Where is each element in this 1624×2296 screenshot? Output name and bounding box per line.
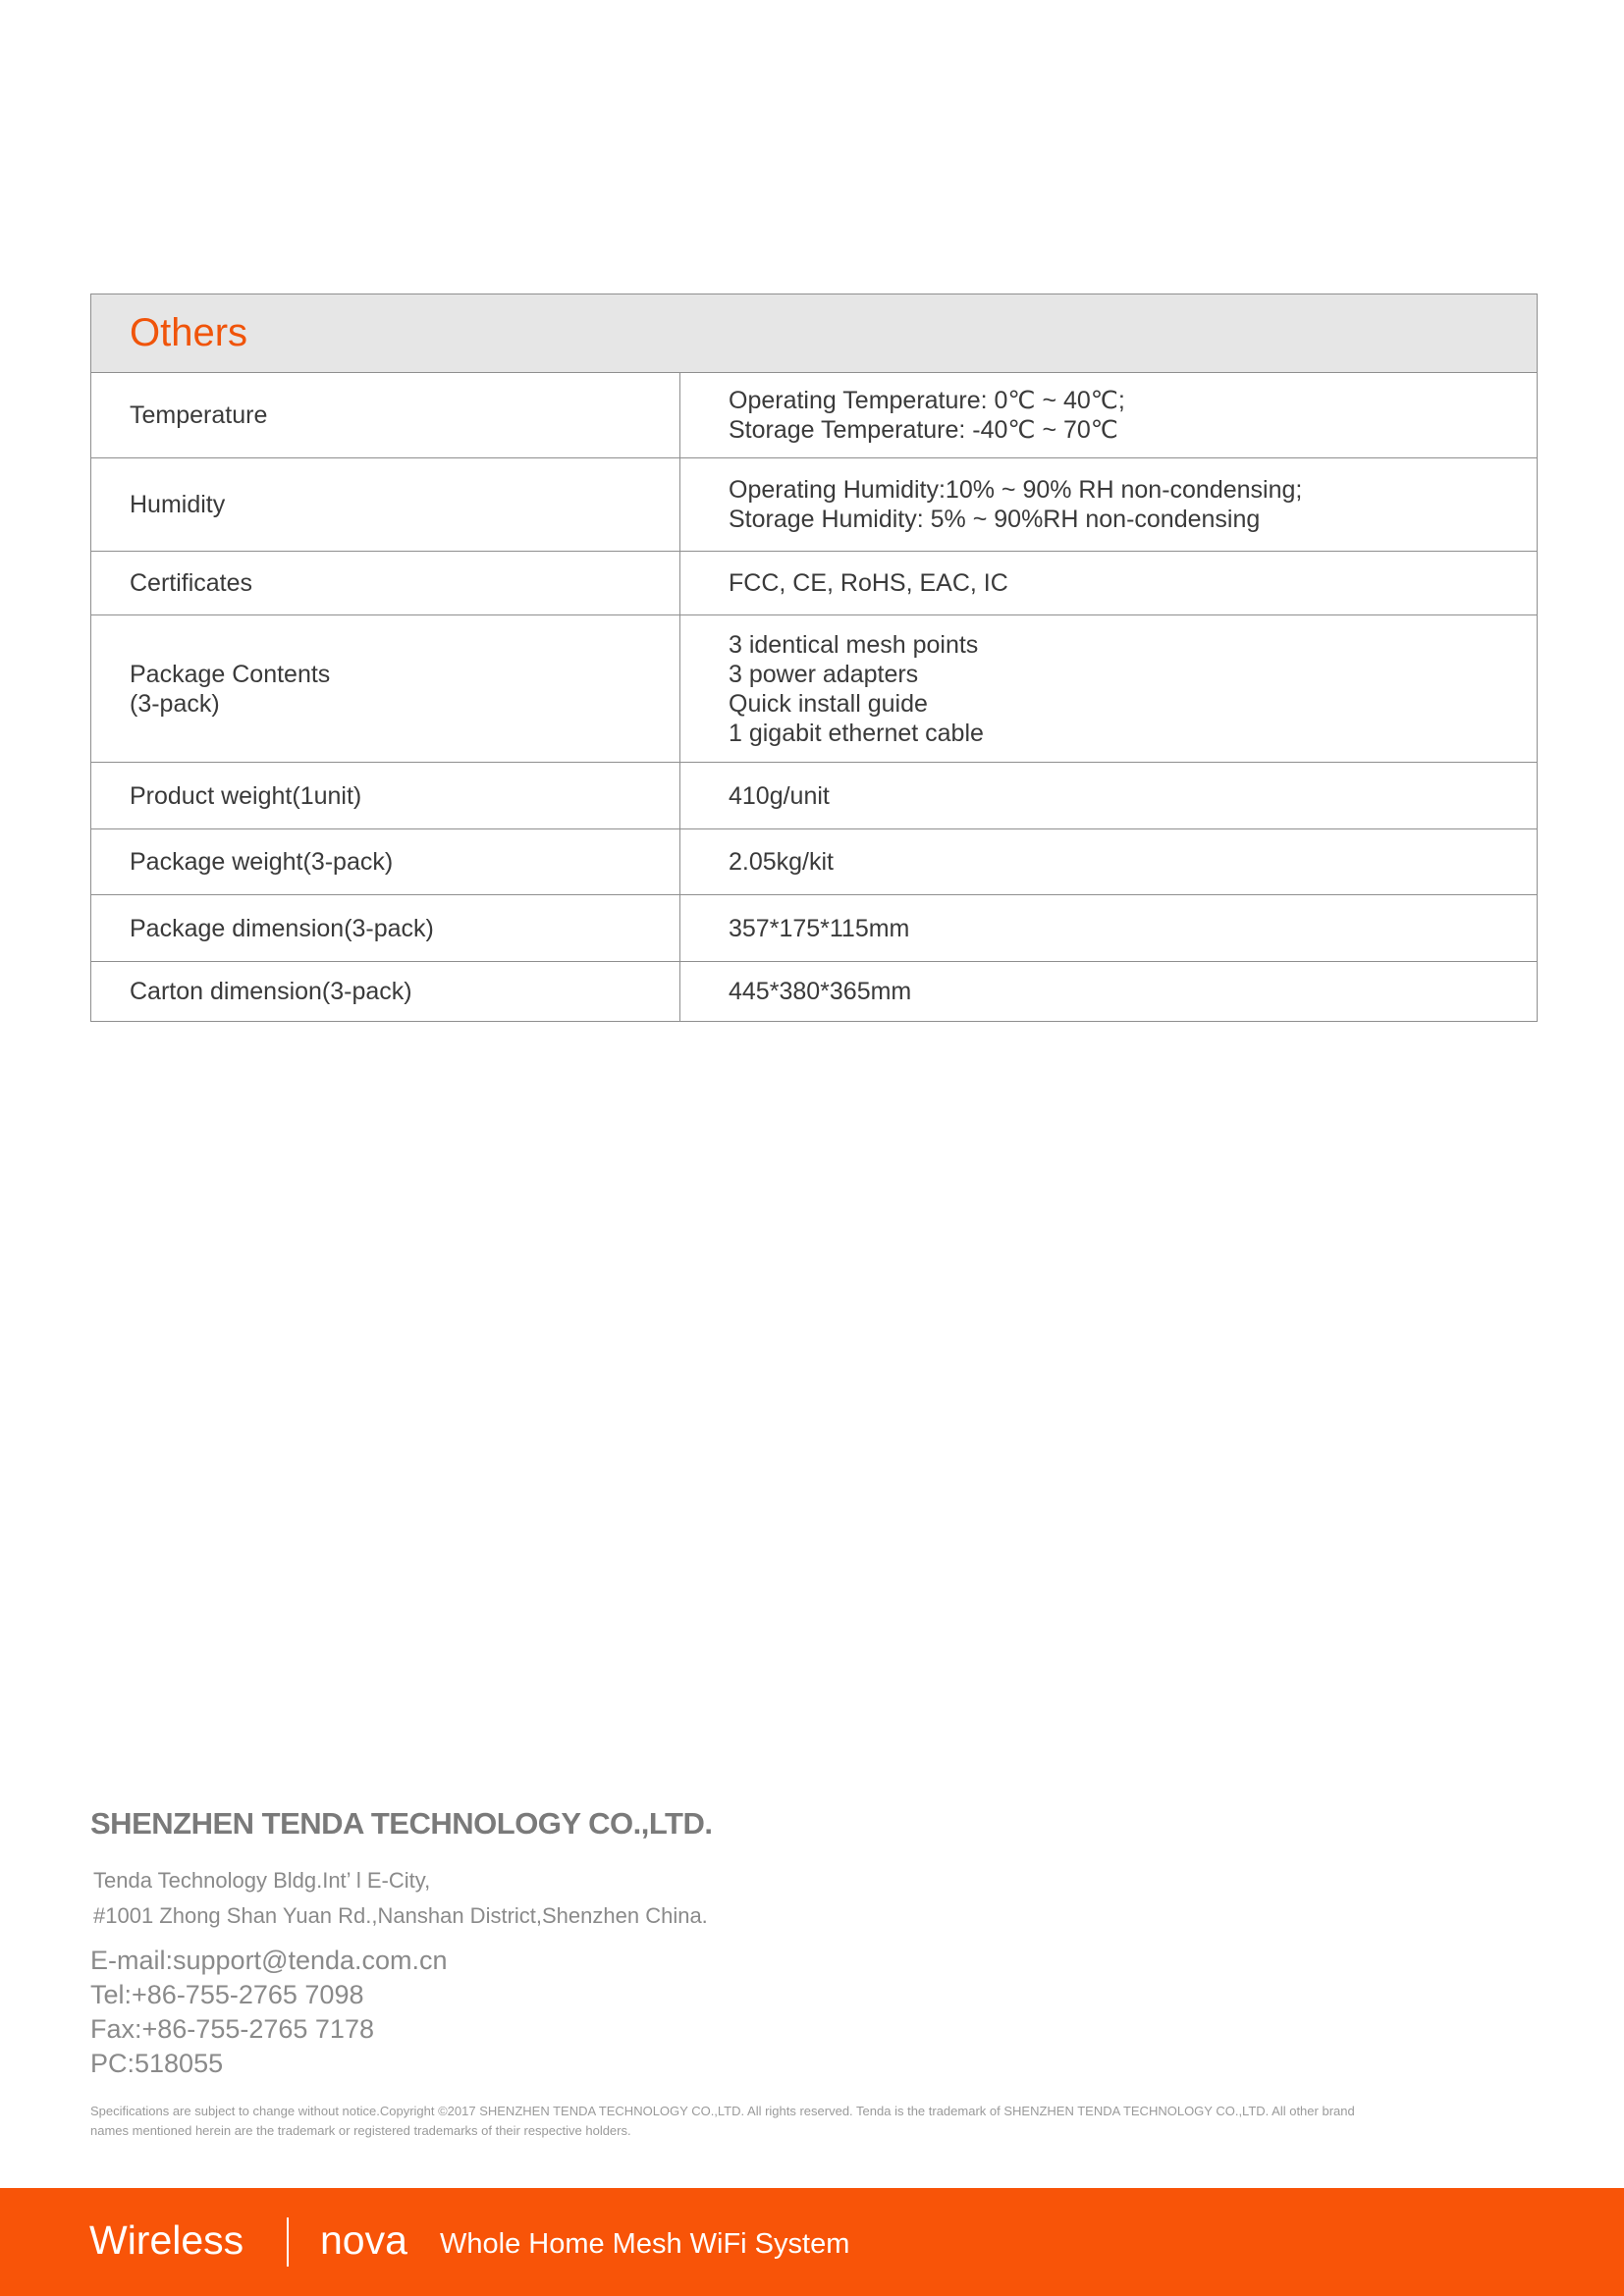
postcode-text: PC:518055: [90, 2049, 224, 2078]
row-value: [680, 373, 1537, 457]
table-row: [91, 962, 1537, 1021]
row-value: [680, 763, 1537, 828]
contact-info: [90, 1944, 448, 2081]
value-line: 445*380*365mm: [729, 978, 912, 1005]
value-line: 2.05kg/kit: [729, 848, 835, 876]
value-line: Quick install guide: [729, 689, 928, 718]
company-address: [93, 1863, 708, 1934]
row-value: [680, 615, 1537, 762]
value-line: 357*175*115mm: [729, 914, 910, 942]
table-row: [91, 552, 1537, 615]
value-line: 3 identical mesh points: [729, 630, 979, 659]
row-label: Package Contents (3-pack): [91, 615, 680, 762]
company-name: SHENZHEN TENDA TECHNOLOGY CO.,LTD.: [90, 1806, 713, 1841]
address-line: #1001 Zhong Shan Yuan Rd.,Nanshan District,Shenzhen China.: [93, 1903, 708, 1928]
table-row: [91, 373, 1537, 458]
footer-tagline: Whole Home Mesh WiFi System: [440, 2228, 850, 2260]
footer-brand: Wireless: [89, 2217, 244, 2263]
row-value: [680, 895, 1537, 961]
address-line: Tenda Technology Bldg.Int’ l E-City,: [93, 1868, 431, 1893]
disclaimer: Specifications are subject to change without notice.Copyright ©2017 SHENZHEN TENDA TECHNOLOGY CO.,LTD. All rights reserved. Tenda is the trademark of SHENZHEN TENDA TECHNOLOGY CO.,LTD. All other brand names mentioned herein are the trademark or registered trademarks of their respective holders.: [90, 2104, 1355, 2138]
value-line: 3 power adapters: [729, 660, 919, 688]
fax-text: Fax:+86-755-2765 7178: [90, 2014, 374, 2044]
table-row: [91, 829, 1537, 895]
row-label: Product weight(1unit): [91, 763, 680, 828]
section-title: Others: [130, 311, 248, 354]
specs-header: [91, 294, 1537, 373]
table-row: [91, 615, 1537, 763]
email-text: E-mail:support@tenda.com.cn: [90, 1946, 448, 1975]
row-value: [680, 552, 1537, 614]
value-line: 1 gigabit ethernet cable: [729, 719, 984, 747]
table-row: [91, 763, 1537, 829]
row-label: Carton dimension(3-pack): [91, 962, 680, 1021]
value-line: Operating Temperature: 0℃ ~ 40℃;: [729, 387, 1125, 414]
row-label: Package dimension(3-pack): [91, 895, 680, 961]
row-label: Temperature: [91, 373, 680, 457]
value-line: Storage Humidity: 5% ~ 90%RH non-condensing: [729, 506, 1261, 533]
footer-divider: [287, 2217, 289, 2267]
footer-product: nova: [320, 2217, 407, 2263]
row-label: Certificates: [91, 552, 680, 614]
row-value: [680, 458, 1537, 551]
row-value: [680, 829, 1537, 894]
specs-table: [90, 294, 1538, 1022]
table-row: [91, 895, 1537, 962]
row-value: [680, 962, 1537, 1021]
value-line: FCC, CE, RoHS, EAC, IC: [729, 569, 1008, 597]
value-line: Storage Temperature: -40℃ ~ 70℃: [729, 416, 1118, 444]
footer-bar: [0, 2188, 1624, 2296]
tel-text: Tel:+86-755-2765 7098: [90, 1980, 364, 2009]
row-label: Humidity: [91, 458, 680, 551]
value-line: 410g/unit: [729, 781, 830, 810]
table-row: [91, 458, 1537, 552]
row-label: Package weight(3-pack): [91, 829, 680, 894]
value-line: Operating Humidity:10% ~ 90% RH non-condensing;: [729, 476, 1303, 504]
